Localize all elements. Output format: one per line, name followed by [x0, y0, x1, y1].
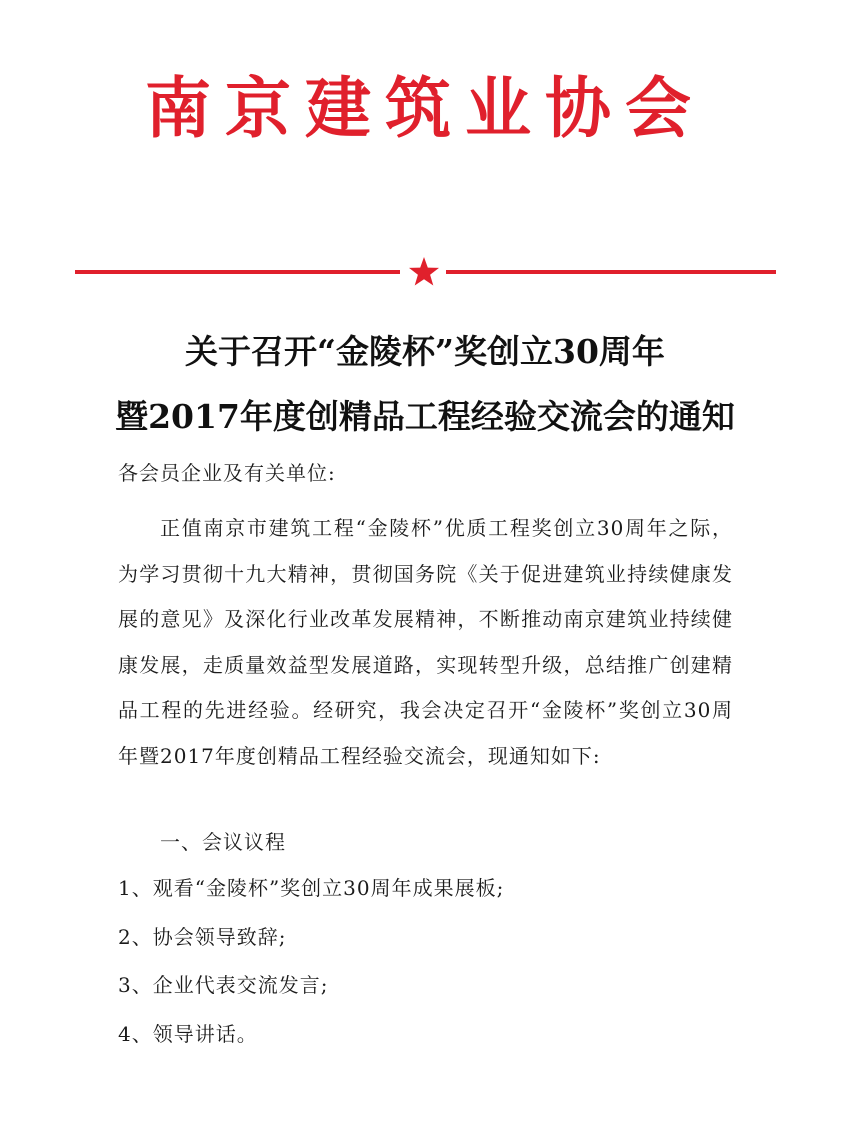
body-paragraph: 正值南京市建筑工程“金陵杯”优质工程奖创立30周年之际，为学习贯彻十九大精神，贯彻国务院《关于促进建筑业持续健康发展的意见》及深化行业改革发展精神，不断推动南京建筑业持续健康发展，走质量效益型发展道路，实现转型升级，总结推广创建精品工程的先进经验。经研究，我会决定召开“金陵杯”奖创立30周年暨2017年度创精品工程经验交流会，现通知如下: [118, 516, 733, 768]
agenda-item: 4、领导讲话。 [118, 1021, 258, 1046]
header-divider-left [75, 270, 400, 274]
notice-title-line-2: 暨2017年度创精品工程经验交流会的通知 [115, 397, 735, 436]
agenda-item: 3、企业代表交流发言; [118, 973, 329, 997]
agenda-item: 1、观看“金陵杯”奖创立30周年成果展板; [118, 876, 505, 900]
notice-title-line-1: 关于召开“金陵杯”奖创立30周年 [185, 332, 665, 371]
agenda-list [118, 873, 504, 1067]
section-heading-agenda: 一、会议议程 [160, 830, 286, 854]
salutation: 各会员企业及有关单位: [118, 461, 336, 485]
header-divider-right [446, 270, 776, 274]
agenda-item: 2、协会领导致辞; [118, 924, 287, 949]
organization-header: 南京建筑业协会 [145, 69, 705, 147]
star-icon [408, 256, 440, 288]
